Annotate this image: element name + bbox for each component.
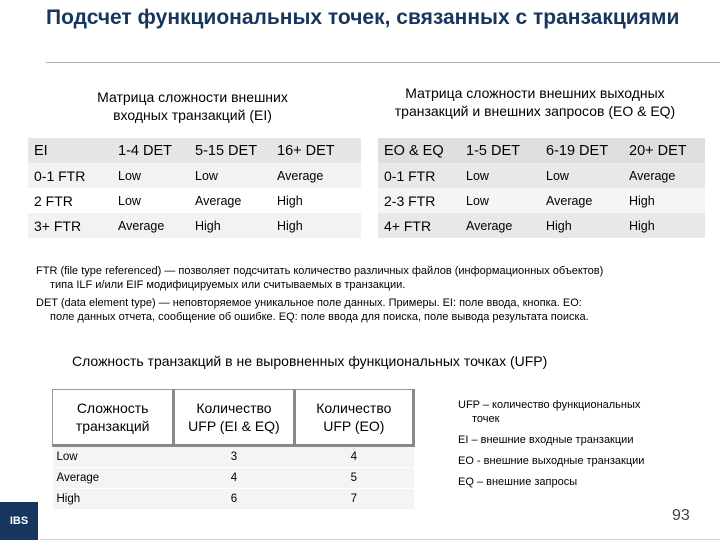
eo-header-cell: 1-5 DET (460, 138, 540, 163)
ufp-header-line: UFP (EO) (323, 418, 385, 434)
eo-header-cell: EO & EQ (378, 138, 460, 163)
ei-row-label: 2 FTR (28, 188, 112, 213)
eo-cell: High (623, 188, 705, 213)
legend-eq: EQ – внешние запросы (458, 476, 578, 488)
ufp-value: 7 (294, 489, 413, 510)
legend-ufp-line-1: UFP – количество функциональных (458, 399, 641, 411)
eo-cell: Average (540, 188, 623, 213)
eo-cell: Average (460, 213, 540, 238)
eo-matrix-row (378, 213, 705, 238)
ufp-table-row (53, 489, 414, 510)
eo-eq-complexity-matrix (378, 138, 705, 238)
slide-title: Подсчет функциональных точек, связанных с транзакциями (46, 6, 680, 29)
ufp-table-row (53, 446, 414, 468)
legend-eo: EO - внешние выходные транзакции (458, 455, 645, 467)
eo-matrix-header (378, 138, 705, 163)
ufp-header-complexity (53, 390, 174, 446)
ufp-value: 4 (174, 468, 294, 489)
ufp-header-line: Количество (316, 400, 392, 416)
det-definition-line-2: поле данных отчета, сообщение об ошибке. EQ: поле ввода для поиска, поле вывода результата поиска. (50, 311, 589, 323)
eo-row-label: 4+ FTR (378, 213, 460, 238)
ei-caption-line-2: входных транзакций (EI) (113, 107, 272, 123)
ei-row-label: 0-1 FTR (28, 163, 112, 188)
ftr-definition-line-1: FTR (file type referenced) — позволяет подсчитать количество различных файлов (информационных объектов) (36, 265, 604, 277)
ei-cell: Average (112, 213, 189, 238)
eo-matrix-row (378, 163, 705, 188)
ei-row-label: 3+ FTR (28, 213, 112, 238)
ufp-table-row (53, 468, 414, 489)
eo-caption-line-2: транзакций и внешних запросов (EO & EQ) (394, 103, 676, 119)
ei-cell: Average (271, 163, 361, 188)
ei-header-cell: 16+ DET (271, 138, 361, 163)
ufp-weights-table (52, 389, 415, 510)
ei-complexity-matrix (28, 138, 361, 238)
ei-header-cell: 1-4 DET (112, 138, 189, 163)
ei-cell: Average (189, 188, 271, 213)
ufp-header-eo (294, 390, 413, 446)
eo-header-cell: 20+ DET (623, 138, 705, 163)
eo-row-label: 2-3 FTR (378, 188, 460, 213)
ufp-section-title: Сложность транзакций в не выровненных функциональных точках (UFP) (72, 353, 548, 369)
ufp-complexity-label: Average (53, 468, 174, 489)
ei-header-cell: EI (28, 138, 112, 163)
eo-cell: Low (460, 188, 540, 213)
ei-cell: Low (112, 163, 189, 188)
legend-ufp-line-2: точек (472, 413, 500, 425)
eo-cell: Low (460, 163, 540, 188)
ufp-header-ei-eq (174, 390, 294, 446)
ei-cell: Low (189, 163, 271, 188)
ufp-header-line: транзакций (75, 418, 150, 434)
ufp-value: 6 (174, 489, 294, 510)
ei-cell: High (189, 213, 271, 238)
eo-caption-line-1: Матрица сложности внешних выходных (405, 85, 665, 101)
det-definition-line-1: DET (data element type) — неповторяемое уникальное поле данных. Примеры. EI: поле ввода, кнопка. EO: (36, 297, 582, 309)
eo-cell: High (623, 213, 705, 238)
abbreviation-legend (458, 398, 698, 496)
ei-cell: High (271, 213, 361, 238)
eo-matrix-caption (360, 84, 710, 120)
legend-ufp (458, 398, 698, 426)
page-number: 93 (672, 507, 690, 524)
title-divider (46, 62, 720, 63)
ufp-value: 5 (294, 468, 413, 489)
legend-ei: EI – внешние входные транзакции (458, 434, 634, 446)
ufp-value: 4 (294, 446, 413, 468)
eo-header-cell: 6-19 DET (540, 138, 623, 163)
ufp-value: 3 (174, 446, 294, 468)
ei-matrix-row (28, 163, 361, 188)
ei-cell: High (271, 188, 361, 213)
eo-row-label: 0-1 FTR (378, 163, 460, 188)
det-definition (36, 296, 696, 324)
ufp-complexity-label: High (53, 489, 174, 510)
ei-matrix-row (28, 213, 361, 238)
ufp-complexity-label: Low (53, 446, 174, 468)
ei-matrix-header (28, 138, 361, 163)
ftr-definition-line-2: типа ILF и/или EIF модифицируемых или считываемых в транзакции. (50, 279, 406, 291)
ei-cell: Low (112, 188, 189, 213)
ei-matrix-caption (60, 88, 325, 124)
ufp-header-line: Сложность (76, 400, 149, 416)
ei-matrix-row (28, 188, 361, 213)
ufp-table-header (53, 390, 414, 446)
definitions-notes (36, 264, 696, 328)
ufp-header-line: Количество (196, 400, 272, 416)
eo-cell: High (540, 213, 623, 238)
ei-caption-line-1: Матрица сложности внешних (97, 89, 288, 105)
company-logo: IBS (0, 502, 38, 540)
eo-matrix-row (378, 188, 705, 213)
ei-header-cell: 5-15 DET (189, 138, 271, 163)
eo-cell: Low (540, 163, 623, 188)
ufp-header-line: UFP (EI & EQ) (188, 418, 280, 434)
eo-cell: Average (623, 163, 705, 188)
ftr-definition (36, 264, 696, 292)
